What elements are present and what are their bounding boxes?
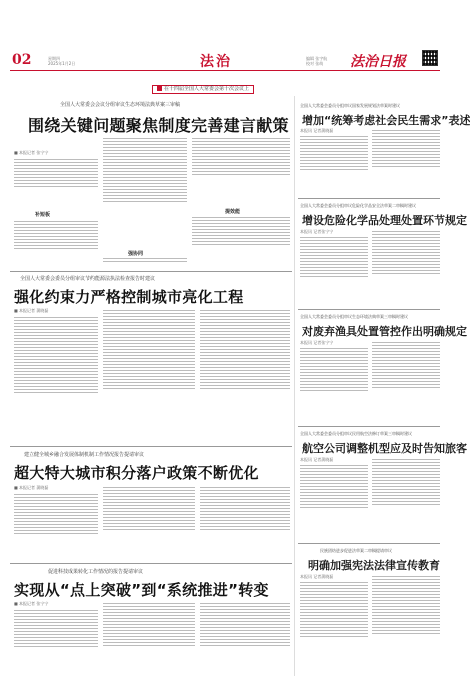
- issue-date: [48, 56, 75, 66]
- article-kicker: 全国人大常委会委员分组审议节约能源法执法检查报告时建议: [20, 276, 156, 282]
- article-body: [200, 601, 290, 676]
- right-article-byline: 本报讯 记者张宁宁: [300, 340, 334, 345]
- header-rule: [10, 70, 440, 71]
- weekday: 星期四: [48, 56, 60, 61]
- article-body: [14, 315, 98, 445]
- right-article-byline: 本报讯 记者蒲晓磊: [300, 457, 334, 462]
- article-body: [14, 492, 98, 562]
- article-headline: 超大特大城市积分落户政策不断优化: [14, 464, 259, 482]
- right-article-kicker: 全国人大常委会委员分组审议国家发展规划法草案时建议: [300, 103, 400, 108]
- right-article-body: [300, 580, 368, 676]
- page-header: [0, 0, 450, 78]
- right-article-byline: 本报讯 记者蒲晓磊: [300, 128, 334, 133]
- article-separator: [298, 198, 440, 199]
- article-byline: ■ 本报记者 蒲晓磊: [14, 308, 49, 313]
- right-article-body: [300, 346, 368, 422]
- article-separator: [298, 543, 440, 544]
- article-kicker: 建立健全城乡融合发展体制机制工作情况报告提请审议: [24, 452, 145, 458]
- article-body: [103, 308, 195, 445]
- article-body: [14, 157, 98, 207]
- article-subhead: 强协同: [128, 251, 144, 257]
- page-number: 02: [12, 52, 32, 68]
- right-article-body: [372, 229, 440, 305]
- article-kicker: 全国人大常委会会议分组审议生态环境法典草案三审稿: [60, 102, 181, 108]
- newspaper-masthead: 法治日报: [350, 54, 406, 70]
- qr-code-icon: [422, 50, 438, 66]
- article-subhead: 补短板: [35, 212, 51, 218]
- article-byline: ■ 本报记者 张宁宁: [14, 601, 49, 606]
- article-separator: [10, 271, 292, 272]
- right-article-body: [372, 457, 440, 539]
- article-body: [14, 219, 98, 267]
- article-separator: [10, 563, 292, 564]
- right-article-headline: 明确加强宪法法律宣传教育: [308, 559, 440, 572]
- article-separator: [298, 309, 440, 310]
- date: 2025年1月2日: [48, 61, 76, 66]
- session-banner: [152, 85, 254, 94]
- right-article-body: [372, 574, 440, 676]
- editor-credits: [306, 56, 327, 66]
- right-article-body: [372, 340, 440, 422]
- article-body: [103, 256, 187, 268]
- right-article-body: [300, 463, 368, 539]
- article-body: [200, 485, 290, 562]
- proofreader-name: 校对 张萌: [306, 61, 324, 66]
- article-body: [103, 485, 195, 562]
- article-subhead: 提效能: [225, 209, 241, 215]
- right-article-byline: 本报讯 记者张宁宁: [300, 229, 334, 234]
- right-article-kicker: 全国人大常委会委员分组审议生态环境法典草案三审稿时建议: [300, 314, 408, 319]
- article-headline: 强化约束力严格控制城市亮化工程: [14, 288, 244, 306]
- right-article-kicker: 民族团结进步促进法草案二审稿提请审议: [320, 548, 392, 553]
- article-headline: 实现从“点上突破”到“系统推进”转变: [14, 581, 269, 599]
- column-divider: [294, 96, 295, 676]
- right-article-headline: 增加“统筹考虑社会民生需求”表述: [302, 114, 470, 127]
- article-body: [103, 136, 187, 246]
- right-article-kicker: 全国人大常委会委员分组审议民用航空法修订草案三审稿时建议: [300, 431, 412, 436]
- right-article-kicker: 全国人大常委会委员分组审议危险化学品安全法草案二审稿时建议: [300, 203, 416, 208]
- banner-text: 在十四届全国人大常委会第十次会议上: [164, 86, 250, 92]
- article-body: [103, 601, 195, 676]
- right-article-body: [372, 128, 440, 194]
- right-article-headline: 对废弃渔具处置管控作出明确规定: [302, 325, 467, 338]
- right-article-headline: 增设危险化学品处理处置环节规定: [302, 214, 467, 227]
- right-article-body: [300, 134, 368, 194]
- article-body: [200, 308, 290, 445]
- right-article-byline: 本报讯 记者蒲晓磊: [300, 574, 334, 579]
- banner-marker-icon: [157, 86, 162, 91]
- article-separator: [298, 426, 440, 427]
- article-body: [14, 608, 98, 676]
- right-article-headline: 航空公司调整机型应及时告知旅客: [302, 442, 467, 455]
- article-byline: ■ 本报记者 蒲晓磊: [14, 485, 49, 490]
- right-article-body: [300, 235, 368, 305]
- article-headline: 围绕关键问题聚焦制度完善建言献策: [28, 116, 289, 135]
- article-kicker: 促进科技成果转化工作情况的报告提请审议: [48, 569, 144, 575]
- article-body: [192, 136, 290, 204]
- section-title: 法治: [200, 54, 232, 70]
- article-separator: [10, 446, 292, 447]
- article-body: [192, 215, 290, 268]
- editor-name: 编辑 张宇航: [306, 56, 328, 61]
- article-byline: ■ 本报记者 张宁宁: [14, 150, 49, 155]
